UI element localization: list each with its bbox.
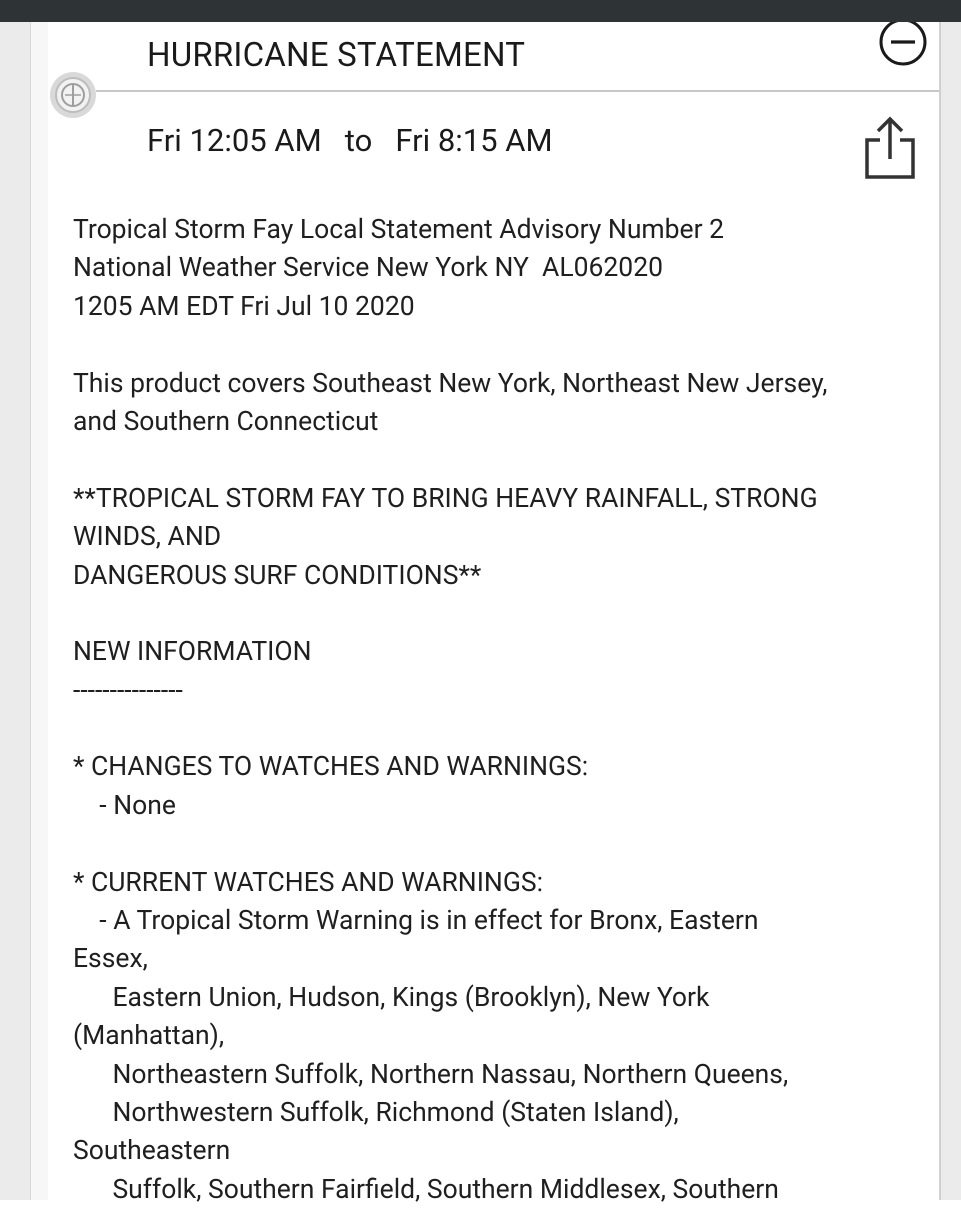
statement-line: * CURRENT WATCHES AND WARNINGS: <box>73 866 544 898</box>
statement-line <box>73 595 923 633</box>
header-divider <box>96 90 939 92</box>
statement-line: - None <box>73 789 176 821</box>
statement-line <box>73 710 923 748</box>
weather-badge-icon <box>49 71 97 119</box>
statement-line: Tropical Storm Fay Local Statement Advisory Number 2 <box>73 214 725 245</box>
share-icon <box>862 114 918 180</box>
card-left-edge <box>30 22 48 1200</box>
statement-line: WINDS, AND <box>73 521 222 553</box>
statement-line: Suffolk, Southern Fairfield, Southern Middlesex, Southern <box>73 1173 779 1205</box>
statement-line <box>73 326 923 364</box>
page-title: HURRICANE STATEMENT <box>147 36 526 75</box>
statement-line: Essex, <box>73 943 148 975</box>
statement-line: Eastern Union, Hudson, Kings (Brooklyn), New York <box>73 981 710 1013</box>
statement-line: This product covers Southeast New York, Northeast New Jersey, <box>73 367 828 399</box>
left-gutter <box>0 22 30 1200</box>
time-range <box>147 122 553 159</box>
statement-line: and Southern Connecticut <box>73 405 379 437</box>
card-right-edge <box>939 22 941 1200</box>
statement-text <box>73 211 923 1209</box>
statement-line: 1205 AM EDT Fri Jul 10 2020 <box>73 290 415 322</box>
statement-line: Northeastern Suffolk, Northern Nassau, Northern Queens, <box>73 1058 789 1090</box>
statement-line: DANGEROUS SURF CONDITIONS** <box>73 559 482 591</box>
statement-line: NEW INFORMATION <box>73 636 312 668</box>
time-start: Fri 12:05 AM <box>147 122 322 159</box>
statement-line: (Manhattan), <box>73 1020 225 1052</box>
statement-line: National Weather Service New York NY AL062020 <box>73 252 663 284</box>
statement-line: Northwestern Suffolk, Richmond (Staten Island), <box>73 1096 679 1128</box>
statement-line: **TROPICAL STORM FAY TO BRING HEAVY RAINFALL, STRONG <box>73 482 818 514</box>
collapse-button[interactable] <box>878 22 928 66</box>
minus-circle-icon <box>878 22 928 66</box>
share-button[interactable] <box>862 114 918 180</box>
statement-line: Southeastern <box>73 1135 231 1167</box>
statement-line <box>73 825 923 863</box>
statement-line: * CHANGES TO WATCHES AND WARNINGS: <box>73 751 589 783</box>
top-status-bar <box>0 0 961 22</box>
statement-line: - A Tropical Storm Warning is in effect for Bronx, Eastern <box>73 905 759 937</box>
time-end: Fri 8:15 AM <box>395 122 553 159</box>
statement-line <box>73 441 923 479</box>
right-gutter <box>941 22 961 1200</box>
time-separator: to <box>344 122 373 159</box>
statement-line: --------------- <box>73 674 183 706</box>
